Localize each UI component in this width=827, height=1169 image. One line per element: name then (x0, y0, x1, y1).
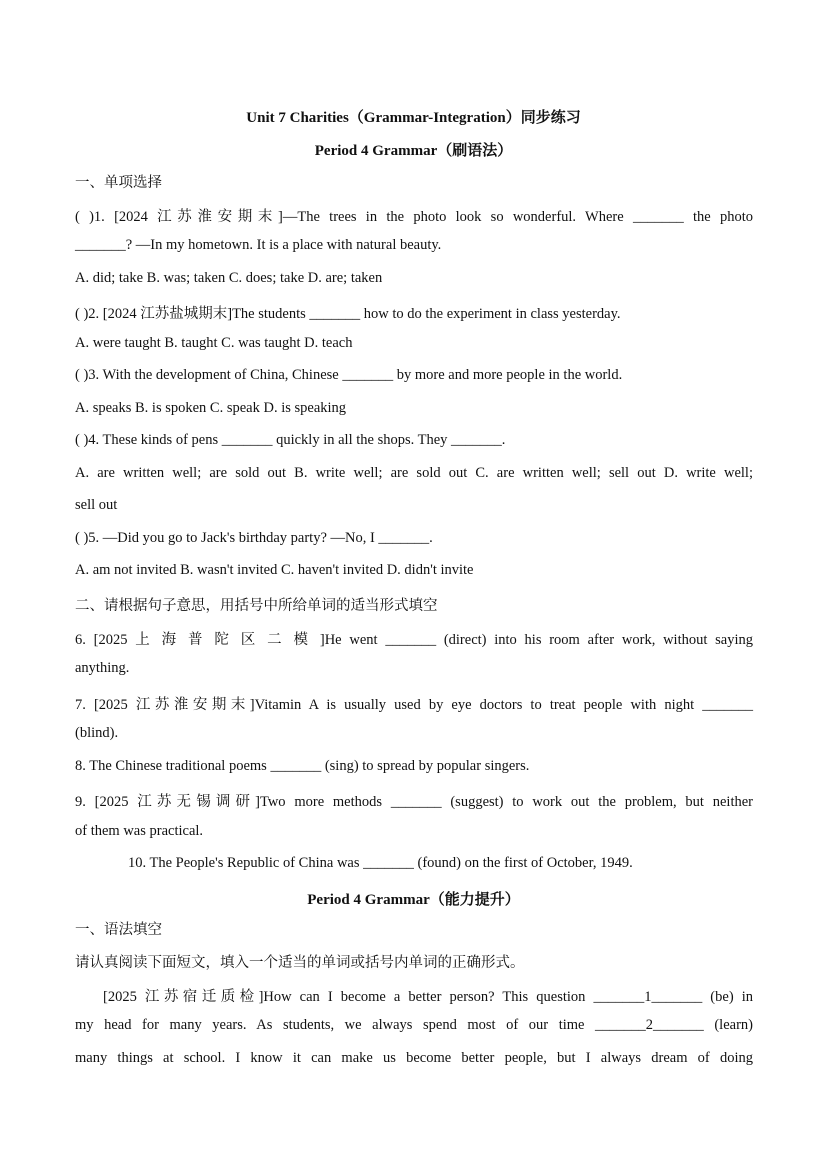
section-heading-single-choice: 一、单项选择 (75, 175, 162, 191)
question-line: 9. [2025 江苏无锡调研]Two more methods _______ (suggest) to work out the problem, but neither (75, 794, 753, 810)
period-title-ability: Period 4 Grammar（能力提升） (307, 892, 520, 908)
passage-line: my head for many years. As students, we always spend most of our time _______2_______ (learn) (75, 1017, 753, 1033)
answer-options: A. were taught B. taught C. was taught D. teach (75, 335, 353, 351)
question-line: 10. The People's Republic of China was _______ (found) on the first of October, 1949. (128, 855, 633, 871)
period-title: Period 4 Grammar（刷语法） (314, 143, 513, 159)
question-line: ( )5. —Did you go to Jack's birthday party? —No, I _______. (75, 530, 433, 546)
question-line: ( )2. [2024 江苏盐城期末]The students _______ how to do the experiment in class yesterday. (75, 306, 621, 322)
section-heading-grammar-fill: 一、语法填空 (75, 922, 162, 938)
question-line: ( )1. [2024 江苏淮安期末]—The trees in the photo look so wonderful. Where _______ the photo (75, 209, 753, 225)
answer-options: A. are written well; are sold out B. write well; are sold out C. are written well; sell out D. write well; (75, 465, 753, 481)
question-line: ( )4. These kinds of pens _______ quickly in all the shops. They _______. (75, 432, 506, 448)
question-line: ( )3. With the development of China, Chinese _______ by more and more people in the world. (75, 367, 623, 383)
document-title: Unit 7 Charities（Grammar-Integration）同步练习 (246, 110, 581, 126)
instruction-text: 请认真阅读下面短文，填入一个适当的单词或括号内单词的正确形式。 (75, 955, 525, 971)
question-line: (blind). (75, 725, 119, 741)
passage-line: [2025 江苏宿迁质检]How can I become a better person? This question _______1_______ (be) in (103, 989, 753, 1005)
answer-options: A. speaks B. is spoken C. speak D. is speaking (75, 400, 347, 416)
question-line: anything. (75, 660, 130, 676)
answer-options: sell out (75, 497, 118, 513)
answer-options: A. did; take B. was; taken C. does; take D. are; taken (75, 270, 383, 286)
question-line: 7. [2025 江苏淮安期末]Vitamin A is usually used by eye doctors to treat people with night _______ (75, 697, 753, 713)
answer-options: A. am not invited B. wasn't invited C. haven't invited D. didn't invite (75, 562, 474, 578)
question-line: _______? —In my hometown. It is a place with natural beauty. (75, 237, 442, 253)
question-line: 8. The Chinese traditional poems _______ (sing) to spread by popular singers. (75, 758, 530, 774)
question-line: of them was practical. (75, 823, 204, 839)
question-line: 6. [2025 上 海 普 陀 区 二 模 ]He went _______ (direct) into his room after work, without saying (75, 632, 753, 648)
section-heading-fill-in: 二、请根据句子意思，用括号中所给单词的适当形式填空 (75, 598, 438, 614)
passage-line: many things at school. I know it can make us become better people, but I always dream of doing (75, 1050, 753, 1066)
